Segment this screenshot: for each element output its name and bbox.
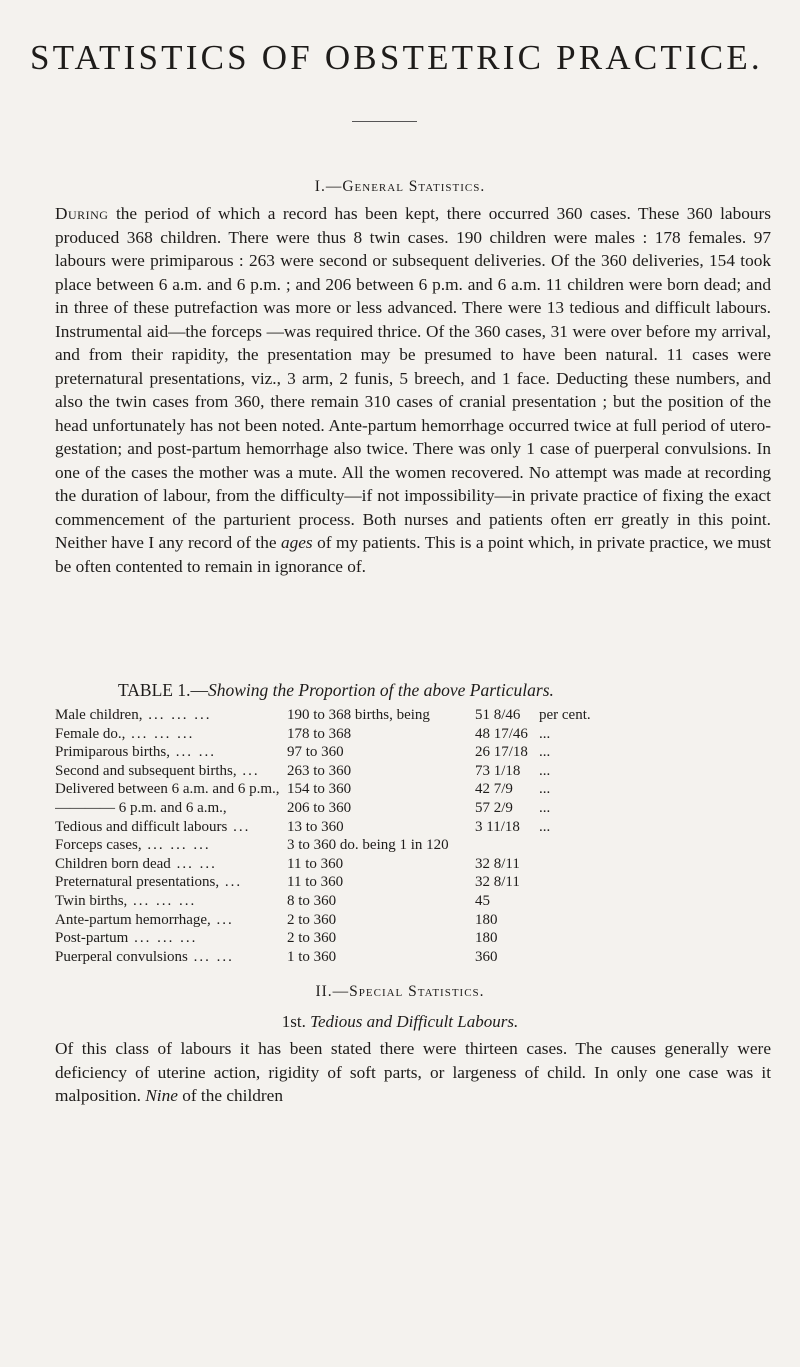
row-percentage: 73 1/18 xyxy=(475,762,521,779)
section-2-subheading xyxy=(0,1012,800,1032)
row-label xyxy=(55,855,287,874)
row-leader-dots: ... ... ... xyxy=(127,892,197,909)
row-label-text: Male children, xyxy=(55,707,143,723)
table-row xyxy=(55,762,775,781)
row-ratio: 178 to 368 xyxy=(287,725,352,742)
row-ratio: 1 to 360 xyxy=(287,948,337,965)
row-ratio: 206 to 360 xyxy=(287,799,352,816)
row-leader-dots: ... ... xyxy=(170,744,216,761)
row-ratio: 154 to 360 xyxy=(287,781,352,798)
section-2-body: Of this class of labours it has been stated there were thirteen cases. The causes generally were deficiency of uterine action, rigidity of soft parts, or largeness of child. In only one case was it malposition. xyxy=(55,1039,771,1105)
row-label-text: Post-partum xyxy=(55,930,129,947)
row-label-text: Ante-partum hemorrhage, xyxy=(55,911,211,928)
row-percentage: 26 17/18 xyxy=(475,744,528,761)
row-percentage: 48 17/46 xyxy=(475,725,528,742)
row-leader-dots: ... ... ... xyxy=(128,930,198,947)
row-label-text: Delivered between 6 a.m. and 6 p.m., xyxy=(55,781,280,798)
row-label-text: Forceps cases, xyxy=(55,837,142,854)
row-label-text: Tedious and difficult labours xyxy=(55,818,228,835)
table-row xyxy=(55,743,775,762)
row-label-text: Primiparous births, xyxy=(55,744,170,761)
row-percentage: 180 xyxy=(475,930,498,947)
row-ratio: 2 to 360 xyxy=(287,930,337,947)
section-1-title: General Statistics. xyxy=(342,178,486,195)
table-row xyxy=(55,892,775,911)
paragraph-lead-word: During xyxy=(55,204,109,223)
row-label xyxy=(55,892,287,911)
row-tail: ... xyxy=(539,725,551,742)
row-label xyxy=(55,836,287,855)
row-leader-dots: ... ... ... xyxy=(125,725,195,742)
row-tail: ... xyxy=(539,762,551,779)
row-ratio: 11 to 360 xyxy=(287,855,344,872)
row-label xyxy=(55,911,287,930)
row-leader-dots: ... xyxy=(227,818,251,835)
row-label-text: Second and subsequent births, xyxy=(55,762,237,779)
running-head: STATISTICS OF OBSTETRIC PRACTICE. xyxy=(30,38,763,77)
row-label xyxy=(55,706,287,725)
paragraph-ending: of my patients. This is a point which, in private practice, we must be often contented to remain in ignorance of. xyxy=(55,533,772,576)
paragraph-italic-word: ages xyxy=(280,533,313,552)
section-1-number: I.— xyxy=(314,178,343,195)
row-leader-dots: ... xyxy=(236,762,260,779)
row-percentage: 42 7/9 xyxy=(475,781,513,798)
row-ratio: 2 to 360 xyxy=(287,911,337,928)
row-tail: ... xyxy=(539,744,551,761)
row-ratio: 3 to 360 do. being 1 in 120 xyxy=(287,837,449,854)
section-1-paragraph xyxy=(55,202,771,578)
proportion-table xyxy=(55,706,775,966)
row-label xyxy=(55,762,287,781)
table-row xyxy=(55,948,775,967)
paragraph-body: the period of which a record has been kept, there occurred 360 cases. These 360 labours produced 368 children. There were thus 8 twin cases. 190 children were males : 178 females. 97 labours were primiparous : 263 were second or subsequent deliveries. Of the 360 deliveries, 154 took place between 6 a.m. and 6 p.m. ; and 206 between 6 p.m. and 6 a.m. 11 children were born dead; and in three of these putrefaction was more or less advanced. There were 13 tedious and difficult labours. Instrumental aid—the forceps —was required thrice. Of the 360 cases, 31 were over before my arrival, and from their rapidity, the presentation may be presumed to have been natural. 11 cases were preternatural presentations, viz., 3 arm, 2 funis, 5 breech, and 1 face. Deducting these numbers, and also the twin cases from 360, there remain 310 cases of cranial presentation ; but the position of the head unfortunately has not been noted. Ante-partum hemorrhage occurred twice at full period of utero-gestation; and post-partum hemorrhage also twice. There was only 1 case of puerperal convulsions. In one of the cases the mother was a mute. All the women recovered. No attempt was made at recording the duration of labour, from the difficulty—if not impossibility—in private practice of fixing the exact commencement of the parturient process. Both nurses and patients often err greatly in this point. Neither have I any record of the xyxy=(55,204,771,552)
section-2-number: II.— xyxy=(315,983,350,1000)
table-row xyxy=(55,780,775,799)
table-row xyxy=(55,873,775,892)
row-tail: per cent. xyxy=(539,707,591,723)
section-2-ending: of the children xyxy=(177,1086,283,1105)
row-label xyxy=(55,725,287,744)
row-label xyxy=(55,929,287,948)
row-ratio: 11 to 360 xyxy=(287,874,344,891)
section-2-italic-word: Nine xyxy=(145,1086,178,1105)
row-percentage: 32 8/11 xyxy=(475,874,520,891)
heading-rule xyxy=(352,121,417,122)
row-leader-dots: ... ... ... xyxy=(141,837,211,854)
row-percentage: 51 8/46 xyxy=(475,707,521,723)
row-label xyxy=(55,799,287,818)
row-label xyxy=(55,818,287,837)
row-leader-dots: ... ... ... xyxy=(142,707,212,723)
row-percentage: 3 11/18 xyxy=(475,818,520,835)
table-row xyxy=(55,836,775,855)
table-caption-number: TABLE 1.— xyxy=(118,680,208,700)
row-label xyxy=(55,780,287,799)
table-row xyxy=(55,855,775,874)
table-row xyxy=(55,799,775,818)
row-tail: ... xyxy=(539,818,551,835)
row-percentage: 45 xyxy=(475,892,490,909)
subheading-ordinal: 1st. xyxy=(281,1012,306,1031)
row-ratio: 8 to 360 xyxy=(287,892,337,909)
subheading-title: Tedious and Difficult Labours. xyxy=(310,1012,519,1031)
row-percentage: 57 2/9 xyxy=(475,799,513,816)
table-1-caption xyxy=(118,680,798,701)
section-2-title: Special Statistics. xyxy=(349,983,485,1000)
row-label xyxy=(55,873,287,892)
row-ratio: 190 to 368 births, being xyxy=(287,707,430,723)
row-label-text: ———— 6 p.m. and 6 a.m., xyxy=(55,799,227,816)
row-leader-dots: ... ... xyxy=(170,855,217,872)
section-1-heading xyxy=(0,178,800,196)
row-label-text: Children born dead xyxy=(55,855,171,872)
row-leader-dots: ... xyxy=(219,874,243,891)
section-2-heading xyxy=(0,983,800,1001)
table-row xyxy=(55,706,775,725)
row-label-text: Preternatural presentations, xyxy=(55,874,220,891)
table-row xyxy=(55,911,775,930)
row-label xyxy=(55,948,287,967)
section-2-paragraph xyxy=(55,1037,771,1108)
row-percentage: 180 xyxy=(475,911,498,928)
row-label xyxy=(55,743,287,762)
table-row xyxy=(55,818,775,837)
row-tail: ... xyxy=(539,799,551,816)
table-caption-title: Showing the Proportion of the above Particulars. xyxy=(207,680,554,700)
row-label-text: Female do., xyxy=(55,725,126,742)
row-ratio: 97 to 360 xyxy=(287,744,344,761)
row-leader-dots: ... xyxy=(210,911,234,928)
row-ratio: 13 to 360 xyxy=(287,818,344,835)
row-percentage: 32 8/11 xyxy=(475,855,520,872)
row-ratio: 263 to 360 xyxy=(287,762,352,779)
row-leader-dots: ... ... xyxy=(187,948,234,965)
row-percentage: 360 xyxy=(475,948,498,965)
table-row xyxy=(55,929,775,948)
row-label-text: Twin births, xyxy=(55,892,128,909)
row-label-text: Puerperal convulsions xyxy=(55,948,188,965)
table-row xyxy=(55,725,775,744)
row-tail: ... xyxy=(539,781,551,798)
